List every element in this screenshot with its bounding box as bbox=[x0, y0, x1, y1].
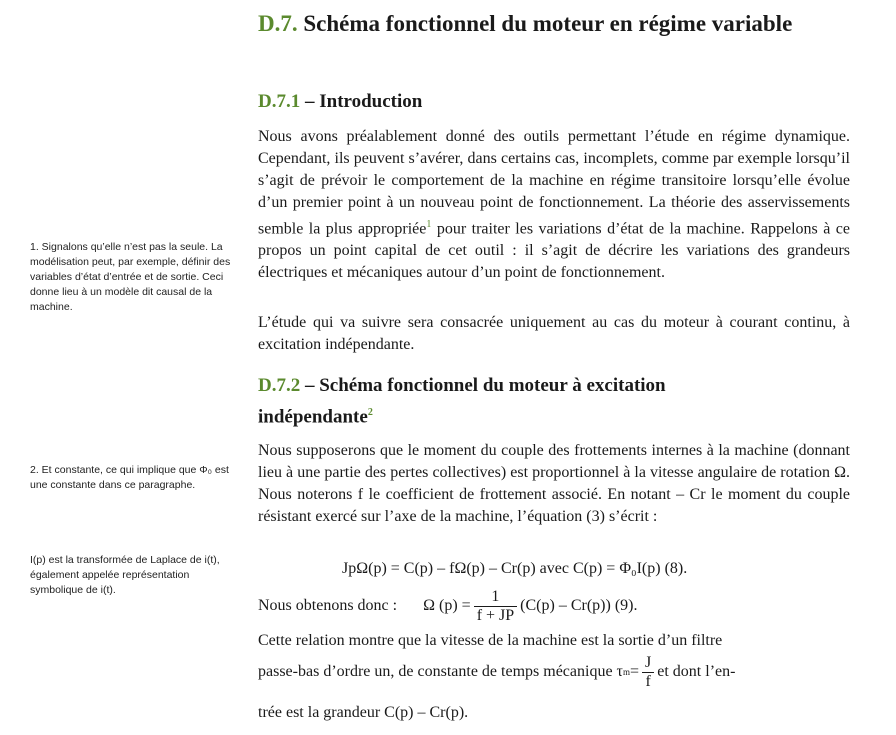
conclusion-line-2 bbox=[258, 650, 735, 694]
subsection-1-number: D.7.1 bbox=[258, 91, 301, 112]
intro-paragraph-1-text-a: Nous avons préalablement donné des outils permettant l’étude en régime dynamique. Cependant, ils peuvent s’avérer, dans certains cas, incomplets, comme par exemple lorsqu’il s’agit de prévoir le comportement de la machine en régime transitoire lorsqu’elle évolue d’un premier point à un nouveau point de fonctionnement. La théorie des asservissements semble la plus appropriée bbox=[258, 128, 850, 238]
tau-denominator: f bbox=[642, 672, 654, 691]
section-number: D.7. bbox=[258, 11, 298, 36]
intro-paragraph-1 bbox=[258, 126, 850, 284]
conclusion-line-3: trée est la grandeur C(p) – Cr(p). bbox=[258, 704, 469, 721]
section-title: Schéma fonctionnel du moteur en régime variable bbox=[303, 11, 793, 36]
equation-9-numerator: 1 bbox=[491, 587, 500, 605]
subsection-1-dash: – bbox=[304, 91, 315, 112]
subsection-2-title-line2: indépendante bbox=[258, 406, 368, 428]
conclusion-line-2-text: passe-bas d’ordre un, de constante de temps mécanique τ bbox=[258, 663, 623, 680]
equation-9-fraction bbox=[474, 588, 517, 625]
sidenote-1: 1. Signalons qu’elle n’est pas la seule. La modélisation peut, par exemple, définir des variables d’état d’entrée et de sortie. Ceci donne lieu à un modèle dit causal de la machine. bbox=[30, 241, 231, 313]
subsection-2-title-line1: Schéma fonctionnel du moteur à excitation bbox=[319, 375, 666, 396]
subsection-1-heading bbox=[258, 88, 850, 115]
conclusion-line-1: Cette relation montre que la vitesse de la machine est la sortie d’un filtre bbox=[258, 632, 723, 649]
intro-paragraph-1-text-b: pour traiter les variations d’état de la machine. Rappelons à ce propos un point capital de cet outil : il s’agit de décrire les variations des grandeurs électriques et mécaniques autour d’un point de fonctionnement. bbox=[258, 220, 850, 282]
equation-9-denominator: f + JP bbox=[474, 606, 517, 625]
sidenote-3: I(p) est la transformée de Laplace de i(t), également appelée représentation symbolique de i(t). bbox=[30, 554, 220, 596]
footnote-ref-1: 1 bbox=[426, 219, 432, 230]
equation-9-line bbox=[258, 586, 637, 626]
subsection-1-title: Introduction bbox=[319, 91, 423, 112]
equation-8: JpΩ(p) = C(p) – fΩ(p) – Cr(p) avec C(p) = Φ₀I(p) (8). bbox=[342, 560, 688, 577]
footnote-ref-2: 2 bbox=[367, 407, 373, 418]
conclusion-line-2-end: et dont l’en- bbox=[657, 663, 736, 680]
subsection-2-heading bbox=[258, 372, 850, 430]
intro-paragraph-2: L’étude qui va suivre sera consacrée uniquement au cas du moteur à courant continu, à excitation indépendante. bbox=[258, 314, 850, 353]
tau-subscript: m bbox=[622, 667, 630, 677]
tau-fraction bbox=[642, 654, 654, 691]
obtain-label: Nous obtenons donc : bbox=[258, 597, 398, 614]
subsection-2-number: D.7.2 bbox=[258, 375, 301, 396]
equation-9-right: (C(p) – Cr(p)) (9). bbox=[520, 597, 638, 614]
equation-9-left: Ω (p) = bbox=[423, 597, 471, 614]
sidenote-2: 2. Et constante, ce qui implique que Φ₀ est une constante dans ce paragraphe. bbox=[30, 464, 229, 491]
tau-equals: = bbox=[629, 663, 640, 680]
section-heading bbox=[258, 8, 850, 39]
subsection-2-dash: – bbox=[304, 375, 315, 396]
model-paragraph: Nous supposerons que le moment du couple des frottements internes à la machine (donnant lieu à une partie des pertes collectives) est proportionnel à la vitesse angulaire de rotation Ω. Nous noterons f le coefficient de frottement associé. En notant – Cr le moment du couple résistant exercé sur l’axe de la machine, l’équation (3) s’écrit : bbox=[258, 442, 850, 525]
tau-numerator: J bbox=[645, 653, 652, 671]
